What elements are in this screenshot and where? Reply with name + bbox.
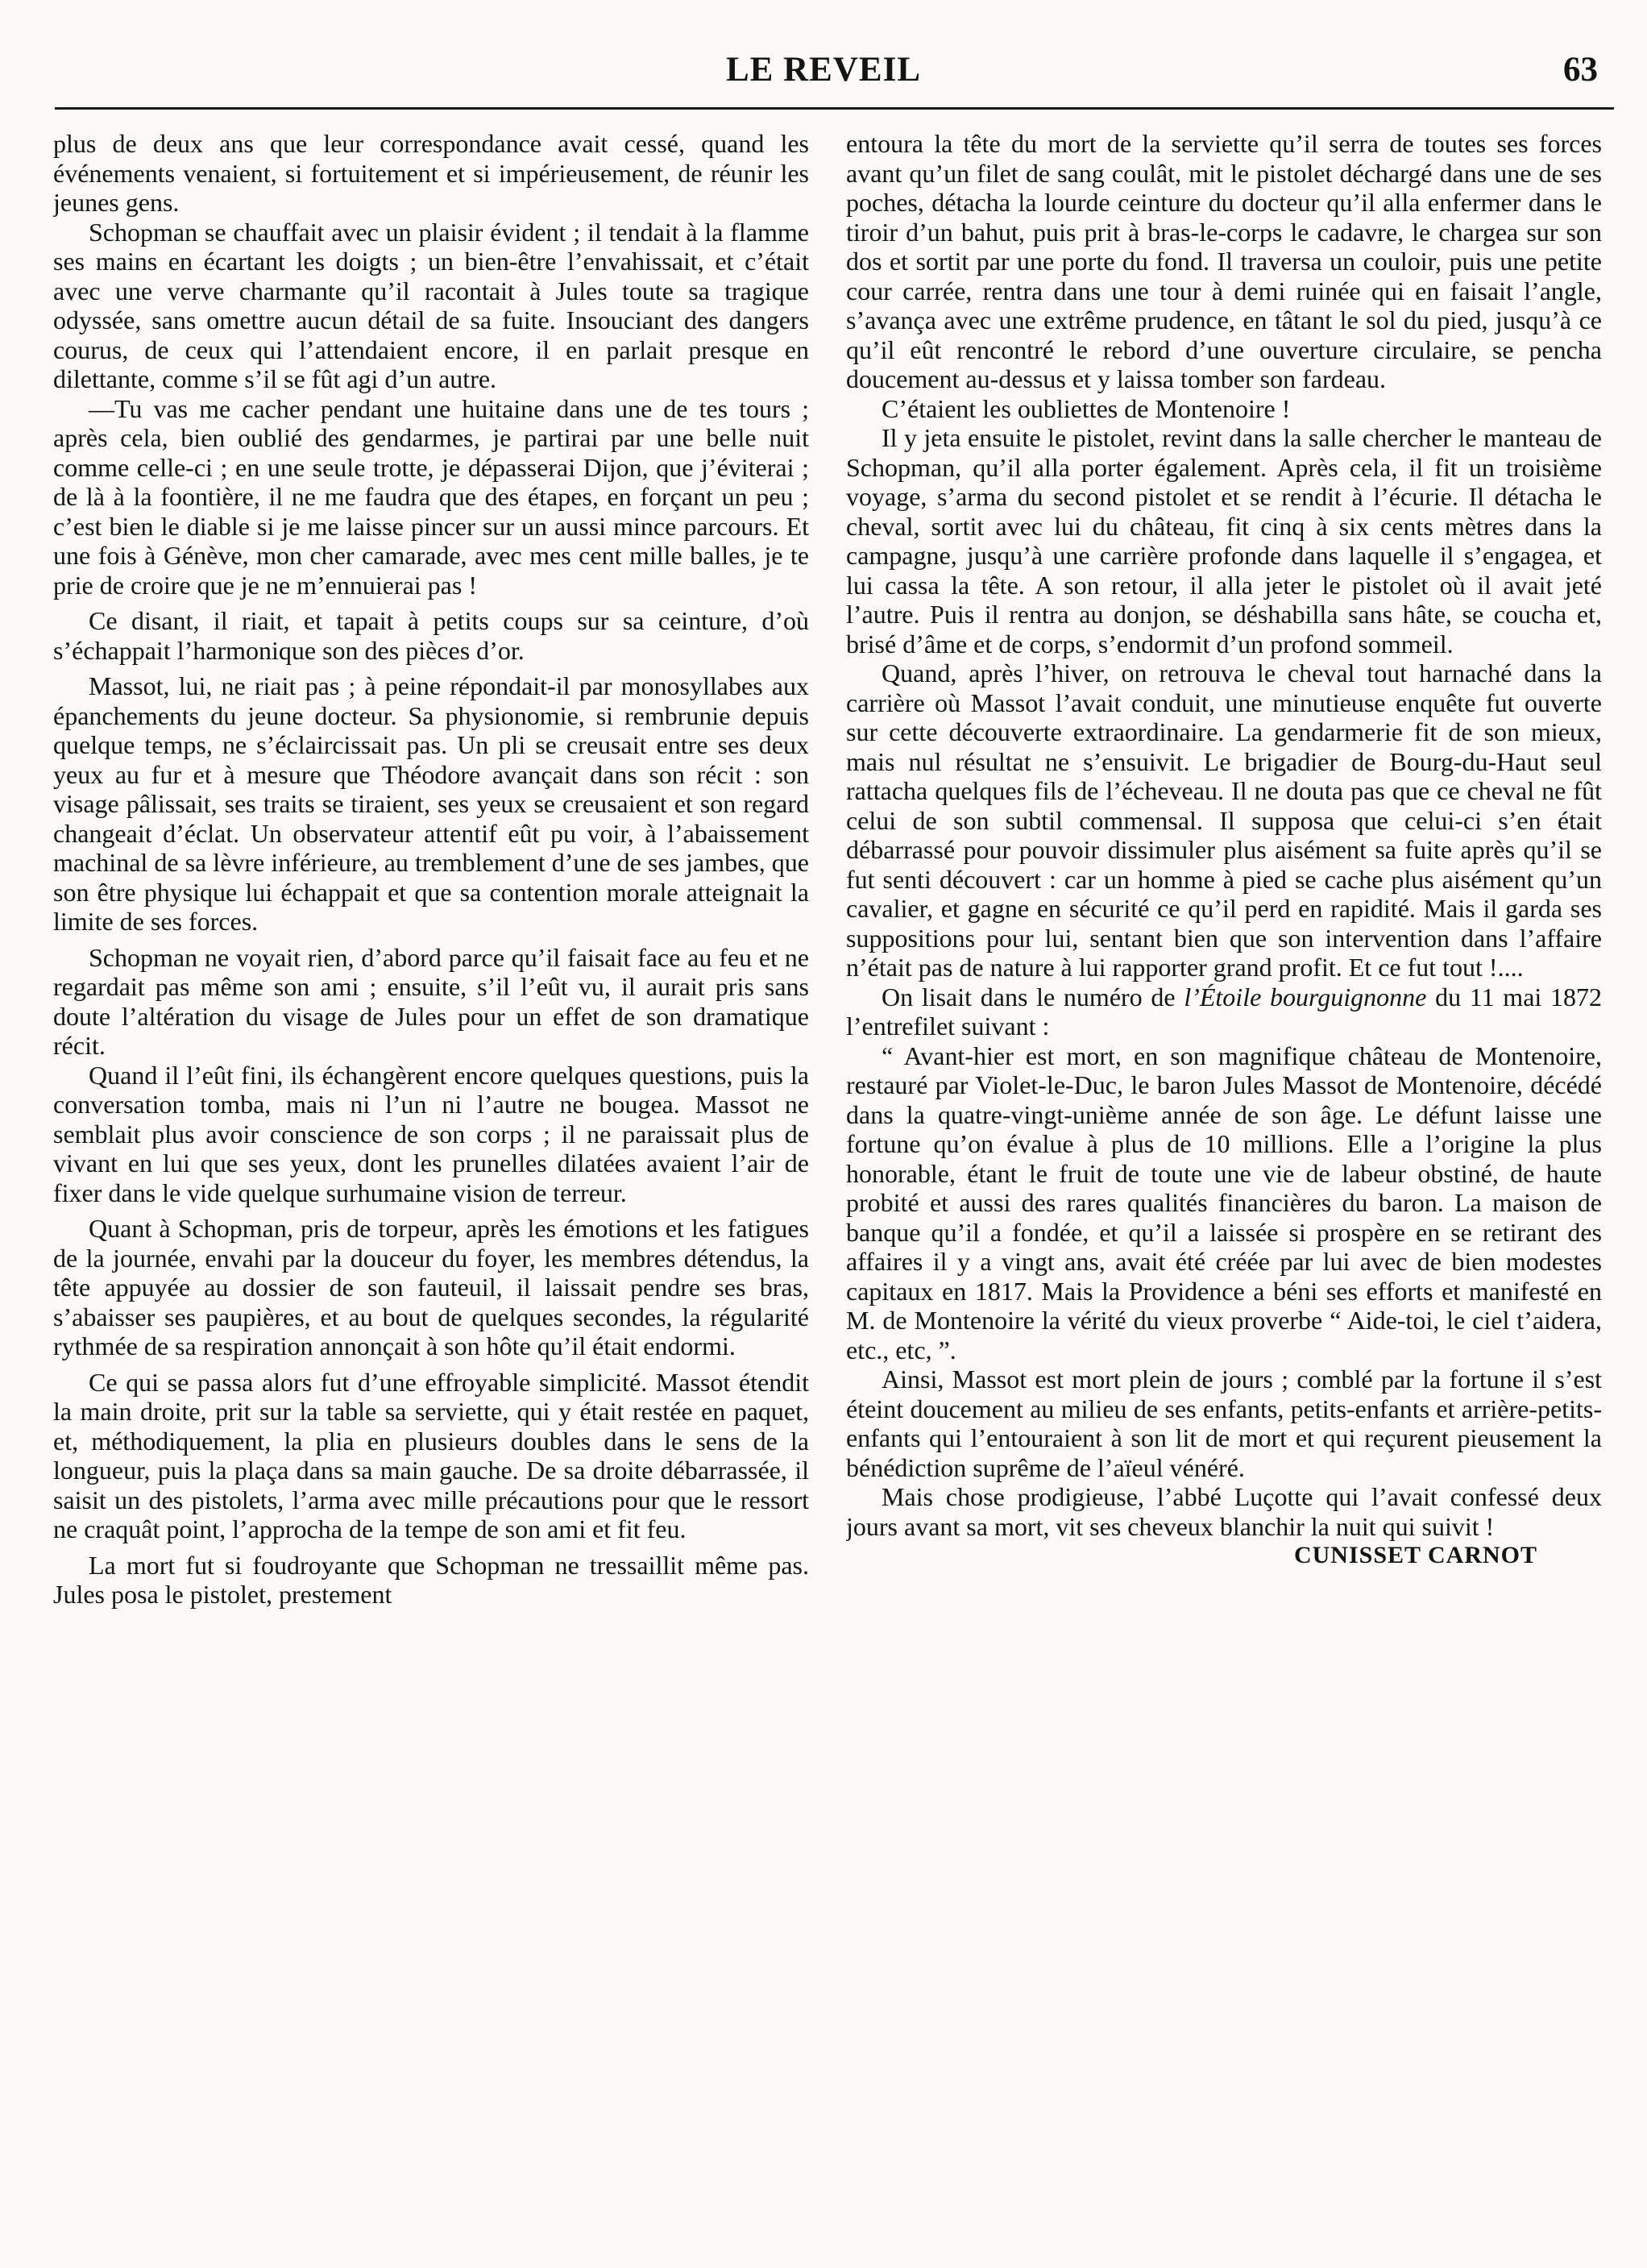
paragraph: Ce disant, il riait, et tapait à petits coups sur sa ceinture, d’où s’échappait l’harmonique son des pièces d’or. [53, 606, 809, 665]
paragraph: Ainsi, Massot est mort plein de jours ; comblé par la fortune il s’est éteint doucement au milieu de ses enfants, petits-enfants et arrière-petits-enfants qui l’entouraient à son lit de mort et qui reçurent pieusement la bénédiction suprême de l’aïeul vénéré. [846, 1365, 1602, 1482]
paragraph: plus de deux ans que leur correspondance avait cessé, quand les événements venaient, si fortuitement et si impérieusement, de réunir les jeunes gens. [53, 129, 809, 217]
paragraph: Quand, après l’hiver, on retrouva le cheval tout harnaché dans la carrière où Massot l’avait conduit, une minutieuse enquête fut ouverte sur cette découverte extraordinaire. La gendarmerie fit de son mieux, mais nul résultat ne s’ensuivit. Le brigadier de Bourg-du-Haut seul rattacha quelques fils de l’écheveau. Il ne douta pas que ce cheval ne fût celui de son subtil commensal. Il supposa que celui-ci s’en était débarrassé pour pouvoir dissimuler plus aisément sa fuite après qu’il se fut senti découvert : car un homme à pied se cache plus aisément qu’un cavalier, et gagne en sécurité ce qu’il perd en rapidité. Mais il garda ses suppositions pour lui, sentant bien que son intervention dans l’affaire n’était pas de nature à lui rapporter grand profit. Et ce fut tout !.... [846, 658, 1602, 982]
author-signature: CUNISSET CARNOT [1293, 1542, 1537, 1568]
newspaper-title: l’Étoile bourguignonne [1184, 982, 1427, 1011]
paragraph: C’étaient les oubliettes de Montenoire ! [882, 393, 1291, 423]
page-number: 63 [1563, 51, 1598, 89]
intro-text: On lisait dans le numéro de [882, 982, 1184, 1011]
paragraph: Il y jeta ensuite le pistolet, revint dans la salle chercher le manteau de Schopman, qu’il alla porter également. Après cela, il fit un troisième voyage, s’arma du second pistolet et se rendit à l’écurie. Il détacha le cheval, sortit avec lui du château, fit cinq à six cents mètres dans la campagne, jusqu’à une carrière profonde dans laquelle il s’engagea, et lui cassa la tête. A son retour, il alla jeter le pistolet où il avait jeté l’autre. Puis il rentra au donjon, se déshabilla sans hâte, se coucha et, brisé d’âme et de corps, s’endormit d’un profond sommeil. [846, 423, 1602, 658]
intro-text-end: du 11 mai 1872 l’entrefilet suivant : [846, 982, 1602, 1041]
right-column [846, 129, 1602, 2096]
left-column [53, 129, 809, 2096]
paragraph: Quant à Schopman, pris de torpeur, après les émotions et les fatigues de la journée, envahi par la douceur du foyer, les membres détendus, la tête appuyée au dossier de son fauteuil, il laissait pendre ses bras, s’abaisser ses paupières, et au bout de quelques secondes, la régularité rythmée de sa respiration annonçait à son hôte qu’il était endormi. [53, 1214, 809, 1360]
paragraph: Schopman se chauffait avec un plaisir évident ; il tendait à la flamme ses mains en écartant les doigts ; un bien-être l’envahissait, et c’était avec une verve charmante qu’il racontait à Jules toute sa tragique odyssée, sans omettre aucun détail de sa fuite. Insouciant des dangers courus, de ceux qui l’attendaient encore, il en parlait presque en dilettante, comme s’il se fût agi d’un autre. [53, 217, 809, 393]
paragraph: —Tu vas me cacher pendant une huitaine dans une de tes tours ; après cela, bien oublié des gendarmes, je partirai par une belle nuit comme celle-ci ; en une seule trotte, je dépasserai Dijon, que j’éviterai ; de là à la foontière, il ne me faudra que des étapes, en forçant un peu ; c’est bien le diable si je me laisse pincer sur un aussi mince parcours. Et une fois à Génève, mon cher camarade, avec mes cent mille balles, je te prie de croire que je ne m’ennuierai pas ! [53, 393, 809, 600]
paragraph: Mais chose prodigieuse, l’abbé Luçotte qui l’avait confessé deux jours avant sa mort, vit ses cheveux blanchir la nuit qui suivit ! [846, 1482, 1602, 1541]
paragraph: Ce qui se passa alors fut d’une effroyable simplicité. Massot étendit la main droite, prit sur la table sa serviette, qui y était restée en paquet, et, méthodiquement, la plia en plusieurs doubles dans le sens de la longueur, puis la plaça dans sa main gauche. De sa droite débarrassée, il saisit un des pistolets, l’arma avec mille précautions pour que le ressort ne craquât point, l’approcha de la tempe de son ami et fit feu. [53, 1367, 809, 1543]
paragraph: La mort fut si foudroyante que Schopman ne tressaillit même pas. Jules posa le pistolet, prestement [53, 1550, 809, 1609]
paragraph: Massot, lui, ne riait pas ; à peine répondait-il par monosyllabes aux épanchements du jeune docteur. Sa physionomie, si rembrunie depuis quelque temps, ne s’éclaircissait pas. Un pli se creusait entre ses deux yeux au fur et à mesure que Théodore avançait dans son récit : son visage pâlissait, ses traits se tiraient, ses yeux se creusaient et son regard changeait d’éclat. Un observateur attentif eût pu voir, à l’abaissement machinal de sa lèvre inférieure, au tremblement d’une de ses jambes, que son être physique lui échappait et que sa contention morale atteignait la limite de ses forces. [53, 671, 809, 936]
paragraph-quote: “ Avant-hier est mort, en son magnifique château de Montenoire, restauré par Violet-le-Duc, le baron Jules Massot de Montenoire, décédé dans la quatre-vingt-unième année de son âge. Le défunt laisse une fortune qu’on évalue à plus de 10 millions. Elle a l’origine la plus honorable, étant le fruit de toute une vie de labeur obstiné, de haute probité et aussi des rares qualités financières du baron. La maison de banque qu’il a fondée, et qu’il a laissée si prospère en se retirant des affaires il y a vingt ans, avait été créée par lui avec de bien modestes capitaux en 1817. Mais la Providence a béni ses efforts et manifesté en M. de Montenoire la vérité du vieux proverbe “ Aide-toi, le ciel t’aidera, etc., etc, ”. [846, 1041, 1602, 1365]
running-head-title: LE REVEIL [726, 51, 921, 89]
paragraph-newspaper-intro [846, 982, 1602, 1041]
header-rule [55, 107, 1614, 110]
paragraph: Quand il l’eût fini, ils échangèrent encore quelques questions, puis la conversation tomba, mais ni l’un ni l’autre ne bougea. Massot ne semblait plus avoir conscience de son corps ; il ne paraissait plus de vivant en lui que ses yeux, dont les prunelles dilatées avaient l’air de fixer dans le vide quelque surhumaine vision de terreur. [53, 1060, 809, 1207]
paragraph: Schopman ne voyait rien, d’abord parce qu’il faisait face au feu et ne regardait pas même son ami ; ensuite, s’il l’eût vu, il aurait pris sans doute l’altération du visage de Jules pour un effet de son dramatique récit. [53, 942, 809, 1060]
paragraph: entoura la tête du mort de la serviette qu’il serra de toutes ses forces avant qu’un filet de sang coulât, mit le pistolet déchargé dans une de ses poches, détacha la lourde ceinture du docteur qu’il alla enfermer dans le tiroir d’un bahut, puis prit à bras-le-corps le cadavre, le chargea sur son dos et sortit par une porte du fond. Il traversa un couloir, puis une petite cour carrée, rentra dans une tour à demi ruinée qui en faisait l’angle, s’avança avec une extrême prudence, en tâtant le sol du pied, jusqu’à ce qu’il eût rencontré le rebord d’une ouverture circulaire, se pencha doucement au-dessus et y laissa tomber son fardeau. [846, 129, 1602, 393]
